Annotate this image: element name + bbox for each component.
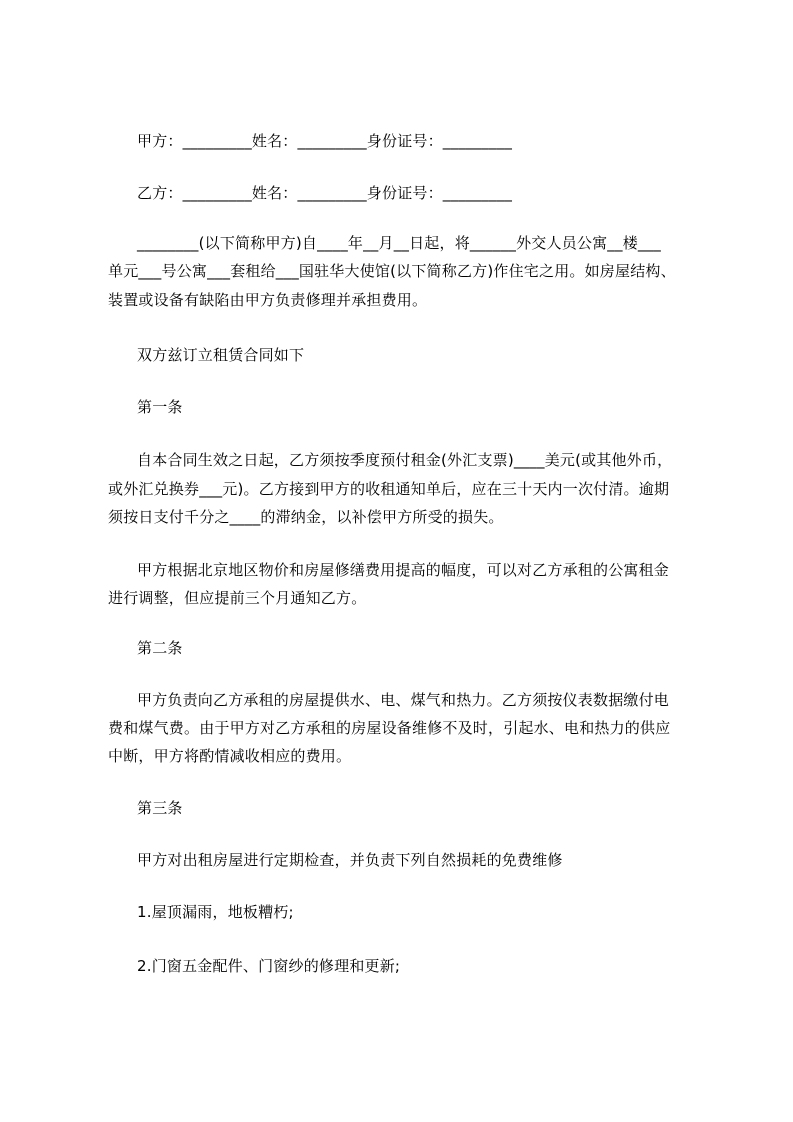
party-a-line: 甲方：_________姓名：_________身份证号：_________ (137, 132, 513, 150)
article-2-line: 甲方负责向乙方承租的房屋提供水、电、煤气和热力。乙方须按仪表数据缴付电 (137, 691, 670, 709)
article-1-title: 第一条 (137, 398, 183, 416)
article-1-line: 或外汇兑换券___元)。乙方接到甲方的收租通知单后，应在三十天内一次付清。逾期 (108, 480, 670, 498)
intro-line: 装置或设备有缺陷由甲方负责修理并承担费用。 (108, 291, 428, 309)
article-3-title: 第三条 (137, 799, 183, 817)
party-b-line: 乙方：_________姓名：_________身份证号：_________ (137, 184, 513, 202)
intro-line: ________(以下简称甲方)自____年__月__日起，将______外交人员公寓__楼___ (137, 234, 662, 252)
article-2-line: 费和煤气费。由于甲方对乙方承租的房屋设备维修不及时，引起水、电和热力的供应 (108, 719, 671, 737)
article-1-line: 须按日支付千分之____的滞纳金，以补偿甲方所受的损失。 (108, 508, 504, 526)
article-2-title: 第二条 (137, 639, 183, 657)
article-3-item: 1.屋顶漏雨，地板糟朽; (137, 903, 294, 921)
article-2-line: 中断，甲方将酌情减收相应的费用。 (108, 747, 352, 765)
article-1-line: 自本合同生效之日起，乙方须按季度预付租金(外汇支票)____美元(或其他外币， (137, 451, 673, 469)
article-3-item: 2.门窗五金配件、门窗纱的修理和更新; (137, 957, 401, 975)
agreement-heading: 双方兹订立租赁合同如下 (137, 346, 305, 364)
intro-line: 单元___号公寓___套租给___国驻华大使馆(以下简称乙方)作住宅之用。如房屋结构、 (108, 262, 676, 280)
article-1-line: 进行调整，但应提前三个月通知乙方。 (108, 589, 367, 607)
article-3-line: 甲方对出租房屋进行定期检查，并负责下列自然损耗的免费维修 (137, 851, 563, 869)
article-1-line: 甲方根据北京地区物价和房屋修缮费用提高的幅度，可以对乙方承租的公寓租金 (137, 561, 670, 579)
